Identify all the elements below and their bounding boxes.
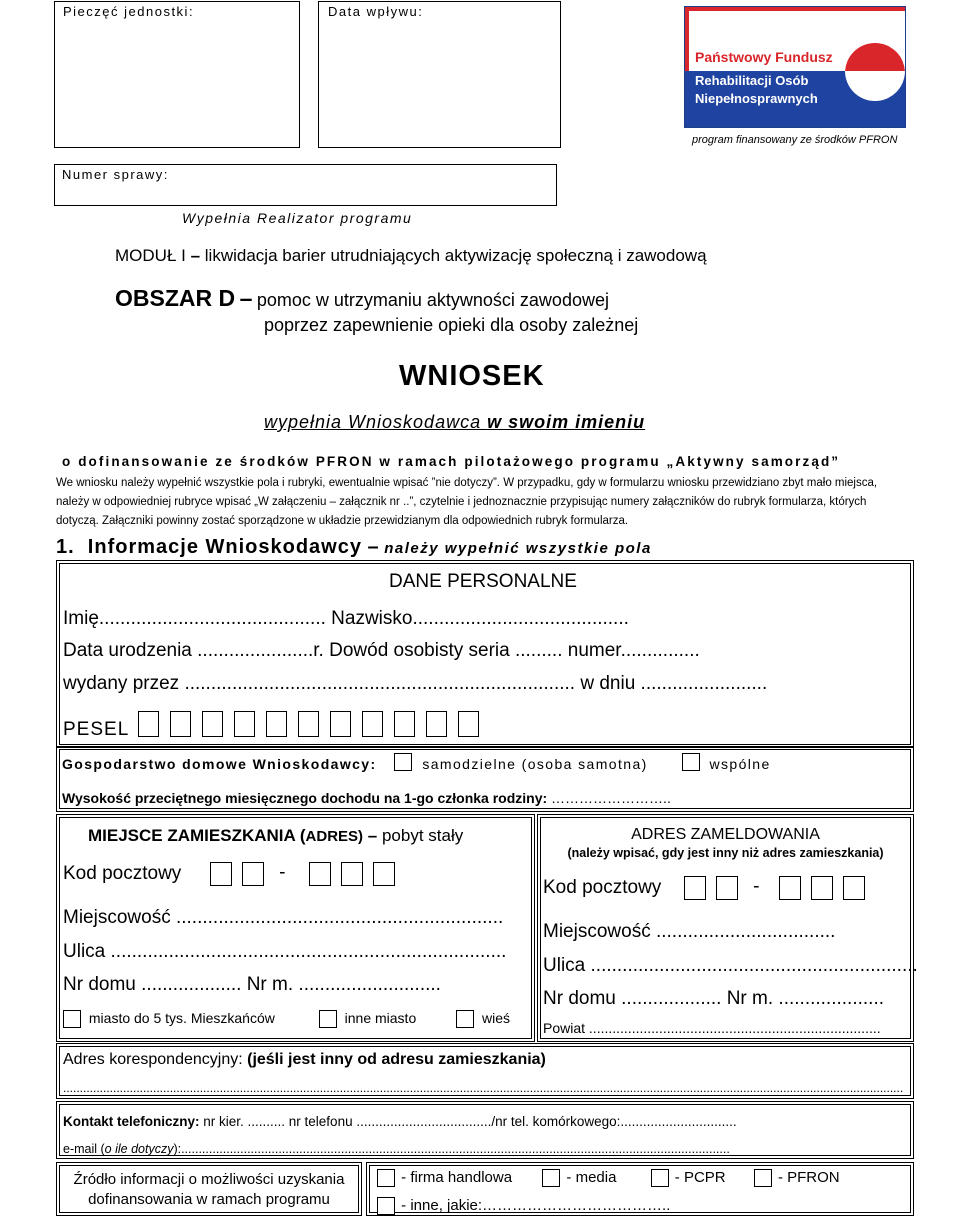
personal-data-title: DANE PERSONALNE bbox=[389, 571, 577, 592]
correspondence-line bbox=[63, 1051, 546, 1069]
pesel-label: PESEL bbox=[63, 719, 130, 740]
residence-locality-options bbox=[63, 1010, 510, 1028]
residence-postal bbox=[63, 862, 405, 886]
instructions: We wniosku należy wypełnić wszystkie pola i rubryki, ewentualnie wpisać ”nie dotyczy”. W przypadku, gdy w formularzu wniosku przewidziano zbyt mało miejsca, należy w odpowiedniej rubryce wpisać „W załączeniu – załącznik nr ..”, czytelnie i jednoznacznie przypisując numery załączników do rubryk formularza, których dotyczą. Załączniki powinny zostać sporządzone w układzie przewidzianym dla odpowiednich rubryk formularza. bbox=[56, 477, 878, 527]
residence-title bbox=[88, 826, 463, 846]
other-city-checkbox[interactable] bbox=[319, 1010, 337, 1028]
small-town-checkbox[interactable] bbox=[63, 1010, 81, 1028]
date-box[interactable] bbox=[318, 1, 561, 148]
email-field[interactable]: ):.............................................................................................................................................................. bbox=[173, 1142, 730, 1156]
stamp-label: Pieczęć jednostki: bbox=[63, 4, 195, 19]
purpose-line: o dofinansowanie ze środków PFRON w ramach pilotażowego programu „Aktywny samorząd” bbox=[62, 454, 841, 469]
household-opt1: samodzielne (osoba samotna) bbox=[422, 756, 648, 772]
source-pfron-checkbox[interactable] bbox=[754, 1169, 772, 1187]
pesel-digit-box[interactable] bbox=[362, 711, 383, 737]
pfron-logo bbox=[684, 6, 906, 128]
logo-line2: Rehabilitacji Osób bbox=[695, 73, 809, 88]
small-town-label: miasto do 5 tys. Mieszkańców bbox=[88, 1010, 275, 1026]
logo-line3: Niepełnosprawnych bbox=[695, 91, 818, 106]
village-label: wieś bbox=[482, 1010, 511, 1026]
pesel-digit-box[interactable] bbox=[394, 711, 415, 737]
registration-house[interactable]: Nr domu ................... Nr m. .................... bbox=[543, 988, 884, 1009]
residence-title-c: pobyt stały bbox=[381, 826, 464, 845]
contact-fields[interactable]: nr kier. .......... nr telefonu ..................................../nr tel. komórkowego:............................... bbox=[199, 1114, 737, 1129]
income-label: Wysokość przeciętnego miesięcznego dochodu na 1-go członka rodziny: bbox=[62, 790, 548, 806]
subtitle-a: wypełnia Wnioskodawca bbox=[264, 412, 488, 432]
module-dash: – bbox=[190, 246, 201, 265]
registration-postal-sep: - bbox=[753, 876, 760, 897]
logo-line1: Państwowy Fundusz bbox=[695, 49, 833, 65]
registration-street[interactable]: Ulica .............................................................. bbox=[543, 955, 918, 976]
registration-postal-box[interactable] bbox=[843, 876, 865, 900]
registration-note: (należy wpisać, gdy jest inny niż adres zamieszkania) bbox=[567, 846, 884, 860]
pesel-digit-box[interactable] bbox=[298, 711, 319, 737]
source-label bbox=[56, 1170, 362, 1210]
email-line[interactable] bbox=[63, 1142, 909, 1156]
area-dash: – bbox=[239, 285, 253, 311]
source-pfron-label: - PFRON bbox=[777, 1169, 840, 1186]
correspondence-field[interactable]: ............................................................................................................................................................................................................................................................ bbox=[63, 1081, 904, 1095]
residence-title-b: ADRES) bbox=[305, 828, 364, 845]
household-shared-checkbox[interactable] bbox=[682, 753, 700, 771]
source-pcpr-label: - PCPR bbox=[674, 1169, 726, 1186]
section1-note: należy wypełnić wszystkie pola bbox=[384, 540, 652, 557]
birth-row[interactable]: Data urodzenia ......................r. Dowód osobisty seria ......... numer............... bbox=[63, 640, 700, 661]
registration-postal-box[interactable] bbox=[716, 876, 738, 900]
pesel-digit-box[interactable] bbox=[426, 711, 447, 737]
pesel-digit-box[interactable] bbox=[330, 711, 351, 737]
pesel-digit-box[interactable] bbox=[234, 711, 255, 737]
area-prefix: OBSZAR D bbox=[115, 285, 236, 311]
section1-dash: – bbox=[361, 536, 385, 558]
residence-postal-box[interactable] bbox=[210, 862, 232, 886]
area-line bbox=[115, 285, 609, 312]
module-line bbox=[115, 246, 707, 266]
source-pcpr-checkbox[interactable] bbox=[651, 1169, 669, 1187]
email-label-a: e-mail ( bbox=[63, 1142, 105, 1156]
document-title: WNIOSEK bbox=[399, 360, 545, 392]
registration-postal-label: Kod pocztowy bbox=[543, 877, 662, 898]
issued-row[interactable]: wydany przez .......................................................................... w dniu ........................ bbox=[63, 673, 768, 694]
registration-postal-box[interactable] bbox=[779, 876, 801, 900]
date-label: Data wpływu: bbox=[328, 4, 424, 19]
residence-city[interactable]: Miejscowość .............................................................. bbox=[63, 907, 504, 928]
village-checkbox[interactable] bbox=[456, 1010, 474, 1028]
source-label-line2: dofinansowania w ramach programu bbox=[88, 1191, 330, 1208]
residence-street[interactable]: Ulica ........................................................................... bbox=[63, 941, 507, 962]
case-number-label: Numer sprawy: bbox=[62, 167, 169, 182]
pesel-digit-box[interactable] bbox=[202, 711, 223, 737]
filled-by-note: Wypełnia Realizator programu bbox=[182, 210, 413, 226]
correspondence-note: (jeśli jest inny od adresu zamieszkania) bbox=[247, 1051, 546, 1068]
residence-postal-box[interactable] bbox=[341, 862, 363, 886]
registration-postal-box[interactable] bbox=[684, 876, 706, 900]
source-label-line1: Źródło informacji o możliwości uzyskania bbox=[73, 1171, 345, 1188]
email-label-b: o ile dotyczy bbox=[104, 1142, 174, 1156]
residence-title-a: MIEJSCE ZAMIESZKANIA ( bbox=[88, 826, 306, 845]
stamp-box[interactable] bbox=[54, 1, 300, 148]
source-other-label[interactable]: - inne, jakie:……………………………….. bbox=[401, 1197, 671, 1214]
module-prefix: MODUŁ I bbox=[115, 246, 186, 265]
source-company-checkbox[interactable] bbox=[377, 1169, 395, 1187]
correspondence-label: Adres korespondencyjny: bbox=[63, 1051, 248, 1068]
program-note: program finansowany ze środków PFRON bbox=[692, 134, 898, 146]
registration-city[interactable]: Miejscowość .................................. bbox=[543, 921, 836, 942]
income-line bbox=[62, 790, 671, 806]
residence-postal-label: Kod pocztowy bbox=[63, 863, 182, 884]
registration-title: ADRES ZAMELDOWANIA bbox=[631, 826, 820, 843]
source-other-checkbox[interactable] bbox=[377, 1197, 395, 1215]
subtitle bbox=[264, 412, 645, 433]
source-media-checkbox[interactable] bbox=[542, 1169, 560, 1187]
contact-label: Kontakt telefoniczny: bbox=[63, 1114, 200, 1129]
pesel-digit-box[interactable] bbox=[138, 711, 159, 737]
pesel-digit-box[interactable] bbox=[266, 711, 287, 737]
contact-line[interactable] bbox=[63, 1114, 737, 1129]
residence-postal-box[interactable] bbox=[242, 862, 264, 886]
pesel-digit-box[interactable] bbox=[170, 711, 191, 737]
subtitle-b: w swoim imieniu bbox=[487, 412, 646, 432]
income-dots[interactable]: …………………….. bbox=[547, 790, 671, 806]
registration-postal bbox=[543, 876, 875, 900]
source-media-label: - media bbox=[566, 1169, 617, 1186]
residence-postal-box[interactable] bbox=[373, 862, 395, 886]
other-city-label: inne miasto bbox=[344, 1010, 417, 1026]
household-label: Gospodarstwo domowe Wnioskodawcy: bbox=[62, 756, 377, 772]
module-text: likwidacja barier utrudniających aktywizację społeczną i zawodową bbox=[204, 246, 707, 265]
residence-postal-box[interactable] bbox=[309, 862, 331, 886]
residence-title-dash: – bbox=[363, 826, 382, 845]
source-options-row1 bbox=[377, 1169, 840, 1187]
registration-postal-box[interactable] bbox=[811, 876, 833, 900]
name-row[interactable]: Imię........................................... Nazwisko......................................... bbox=[63, 608, 629, 629]
registration-county[interactable]: Powiat ........................................................................... bbox=[543, 1020, 881, 1036]
household-alone-checkbox[interactable] bbox=[394, 753, 412, 771]
area-line1: pomoc w utrzymaniu aktywności zawodowej bbox=[256, 290, 609, 310]
household-line bbox=[62, 756, 771, 772]
section1-heading bbox=[56, 536, 652, 559]
residence-house[interactable]: Nr domu ................... Nr m. ........................... bbox=[63, 974, 441, 995]
area-line2: poprzez zapewnienie opieki dla osoby zależnej bbox=[264, 315, 639, 335]
section1-title: 1. Informacje Wnioskodawcy bbox=[56, 536, 362, 558]
pesel-digit-box[interactable] bbox=[458, 711, 479, 737]
pesel-boxes[interactable] bbox=[138, 711, 490, 737]
household-opt2: wspólne bbox=[709, 756, 771, 772]
source-company-label: - firma handlowa bbox=[401, 1169, 513, 1186]
source-options-row2 bbox=[377, 1197, 670, 1215]
residence-postal-sep: - bbox=[279, 862, 286, 883]
